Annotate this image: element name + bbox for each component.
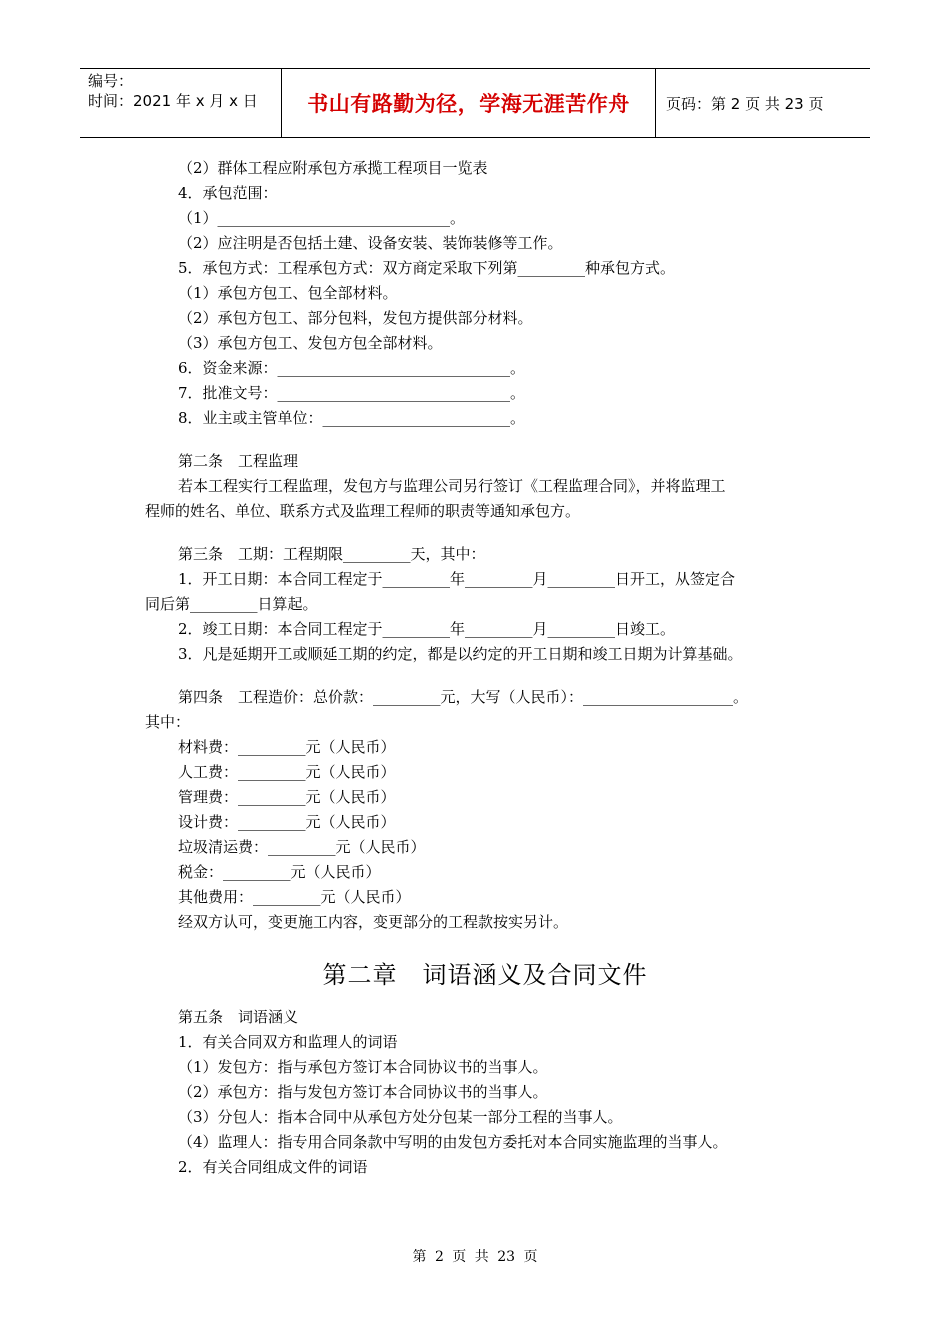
- article-2-text-cont: 程师的姓名、单位、联系方式及监理工程师的职责等通知承包方。: [145, 502, 581, 520]
- page-footer: 第 2 页 共 23 页: [412, 1249, 538, 1265]
- chapter-title: 第二章 词语涵义及合同文件: [322, 961, 648, 989]
- article-3-start-date: 1．开工日期：本合同工程定于_________年_________月_________日开工，从签定合: [178, 570, 736, 588]
- article-5-line: 1．有关合同双方和监理人的词语: [178, 1033, 398, 1051]
- header-meta: [80, 69, 282, 137]
- article-3-end-date: 2．竣工日期：本合同工程定于_________年_________月_________日竣工。: [178, 620, 676, 638]
- body-line: （1）_______________________________。: [178, 209, 466, 227]
- header-motto: 书山有路勤为径，学海无涯苦作舟: [307, 92, 630, 116]
- document-date-label: 时间：2021 年 x 月 x 日: [88, 92, 258, 110]
- header-page-info: 页码：第 2 页 共 23 页: [666, 94, 824, 113]
- article-5-line: （2）承包方：指与发包方签订本合同协议书的当事人。: [178, 1083, 548, 1101]
- article-4-title: 第四条 工程造价：总价款：_________元，大写（人民币）：____________________。: [178, 688, 749, 706]
- article-5-line: （3）分包人：指本合同中从承包方处分包某一部分工程的当事人。: [178, 1108, 623, 1126]
- document-body: [145, 156, 825, 1180]
- cost-item: 材料费：_________元（人民币）: [178, 738, 396, 756]
- spacer: [145, 431, 825, 449]
- article-5-line: （4）监理人：指专用合同条款中写明的由发包方委托对本合同实施监理的当事人。: [178, 1133, 728, 1151]
- body-line: （3）承包方包工、发包方包全部材料。: [178, 334, 443, 352]
- spacer: [145, 667, 825, 685]
- cost-item: 管理费：_________元（人民币）: [178, 788, 396, 806]
- cost-item: 税金：_________元（人民币）: [178, 863, 381, 881]
- body-line: 8．业主或主管单位：_________________________。: [178, 409, 526, 427]
- page-header: [80, 68, 870, 138]
- spacer: [145, 524, 825, 542]
- body-line: 7．批准文号：_______________________________。: [178, 384, 526, 402]
- cost-item: 其他费用：_________元（人民币）: [178, 888, 411, 906]
- article-3-start-date-cont: 同后第_________日算起。: [145, 595, 318, 613]
- cost-item: 垃圾清运费：_________元（人民币）: [178, 838, 426, 856]
- article-2-text: 若本工程实行工程监理，发包方与监理公司另行签订《工程监理合同》，并将监理工: [178, 477, 726, 495]
- article-5-title: 第五条 词语涵义: [178, 1008, 299, 1026]
- body-line: （1）承包方包工、包全部材料。: [178, 284, 398, 302]
- body-line: （2）承包方包工、部分包料，发包方提供部分材料。: [178, 309, 533, 327]
- article-2-title: 第二条 工程监理: [178, 452, 299, 470]
- header-motto-cell: [282, 69, 656, 137]
- article-3-basis: 3．凡是延期开工或顺延工期的约定，都是以约定的开工日期和竣工日期为计算基础。: [178, 645, 743, 663]
- article-4-note: 经双方认可，变更施工内容，变更部分的工程款按实另计。: [178, 913, 569, 931]
- body-line: 6．资金来源：_______________________________。: [178, 359, 526, 377]
- cost-item: 人工费：_________元（人民币）: [178, 763, 396, 781]
- article-5-line: 2．有关合同组成文件的词语: [178, 1158, 368, 1176]
- body-line: 5．承包方式：工程承包方式：双方商定采取下列第_________种承包方式。: [178, 259, 676, 277]
- cost-item: 设计费：_________元（人民币）: [178, 813, 396, 831]
- body-line: （2）群体工程应附承包方承揽工程项目一览表: [178, 159, 488, 177]
- body-line: 4．承包范围：: [178, 184, 278, 202]
- document-number-label: 编号：: [88, 72, 134, 90]
- article-4-among: 其中：: [145, 713, 191, 731]
- body-line: （2）应注明是否包括土建、设备安装、装饰装修等工作。: [178, 234, 563, 252]
- article-5-line: （1）发包方：指与承包方签订本合同协议书的当事人。: [178, 1058, 548, 1076]
- article-3-title: 第三条 工期：工程期限_________天，其中：: [178, 545, 486, 563]
